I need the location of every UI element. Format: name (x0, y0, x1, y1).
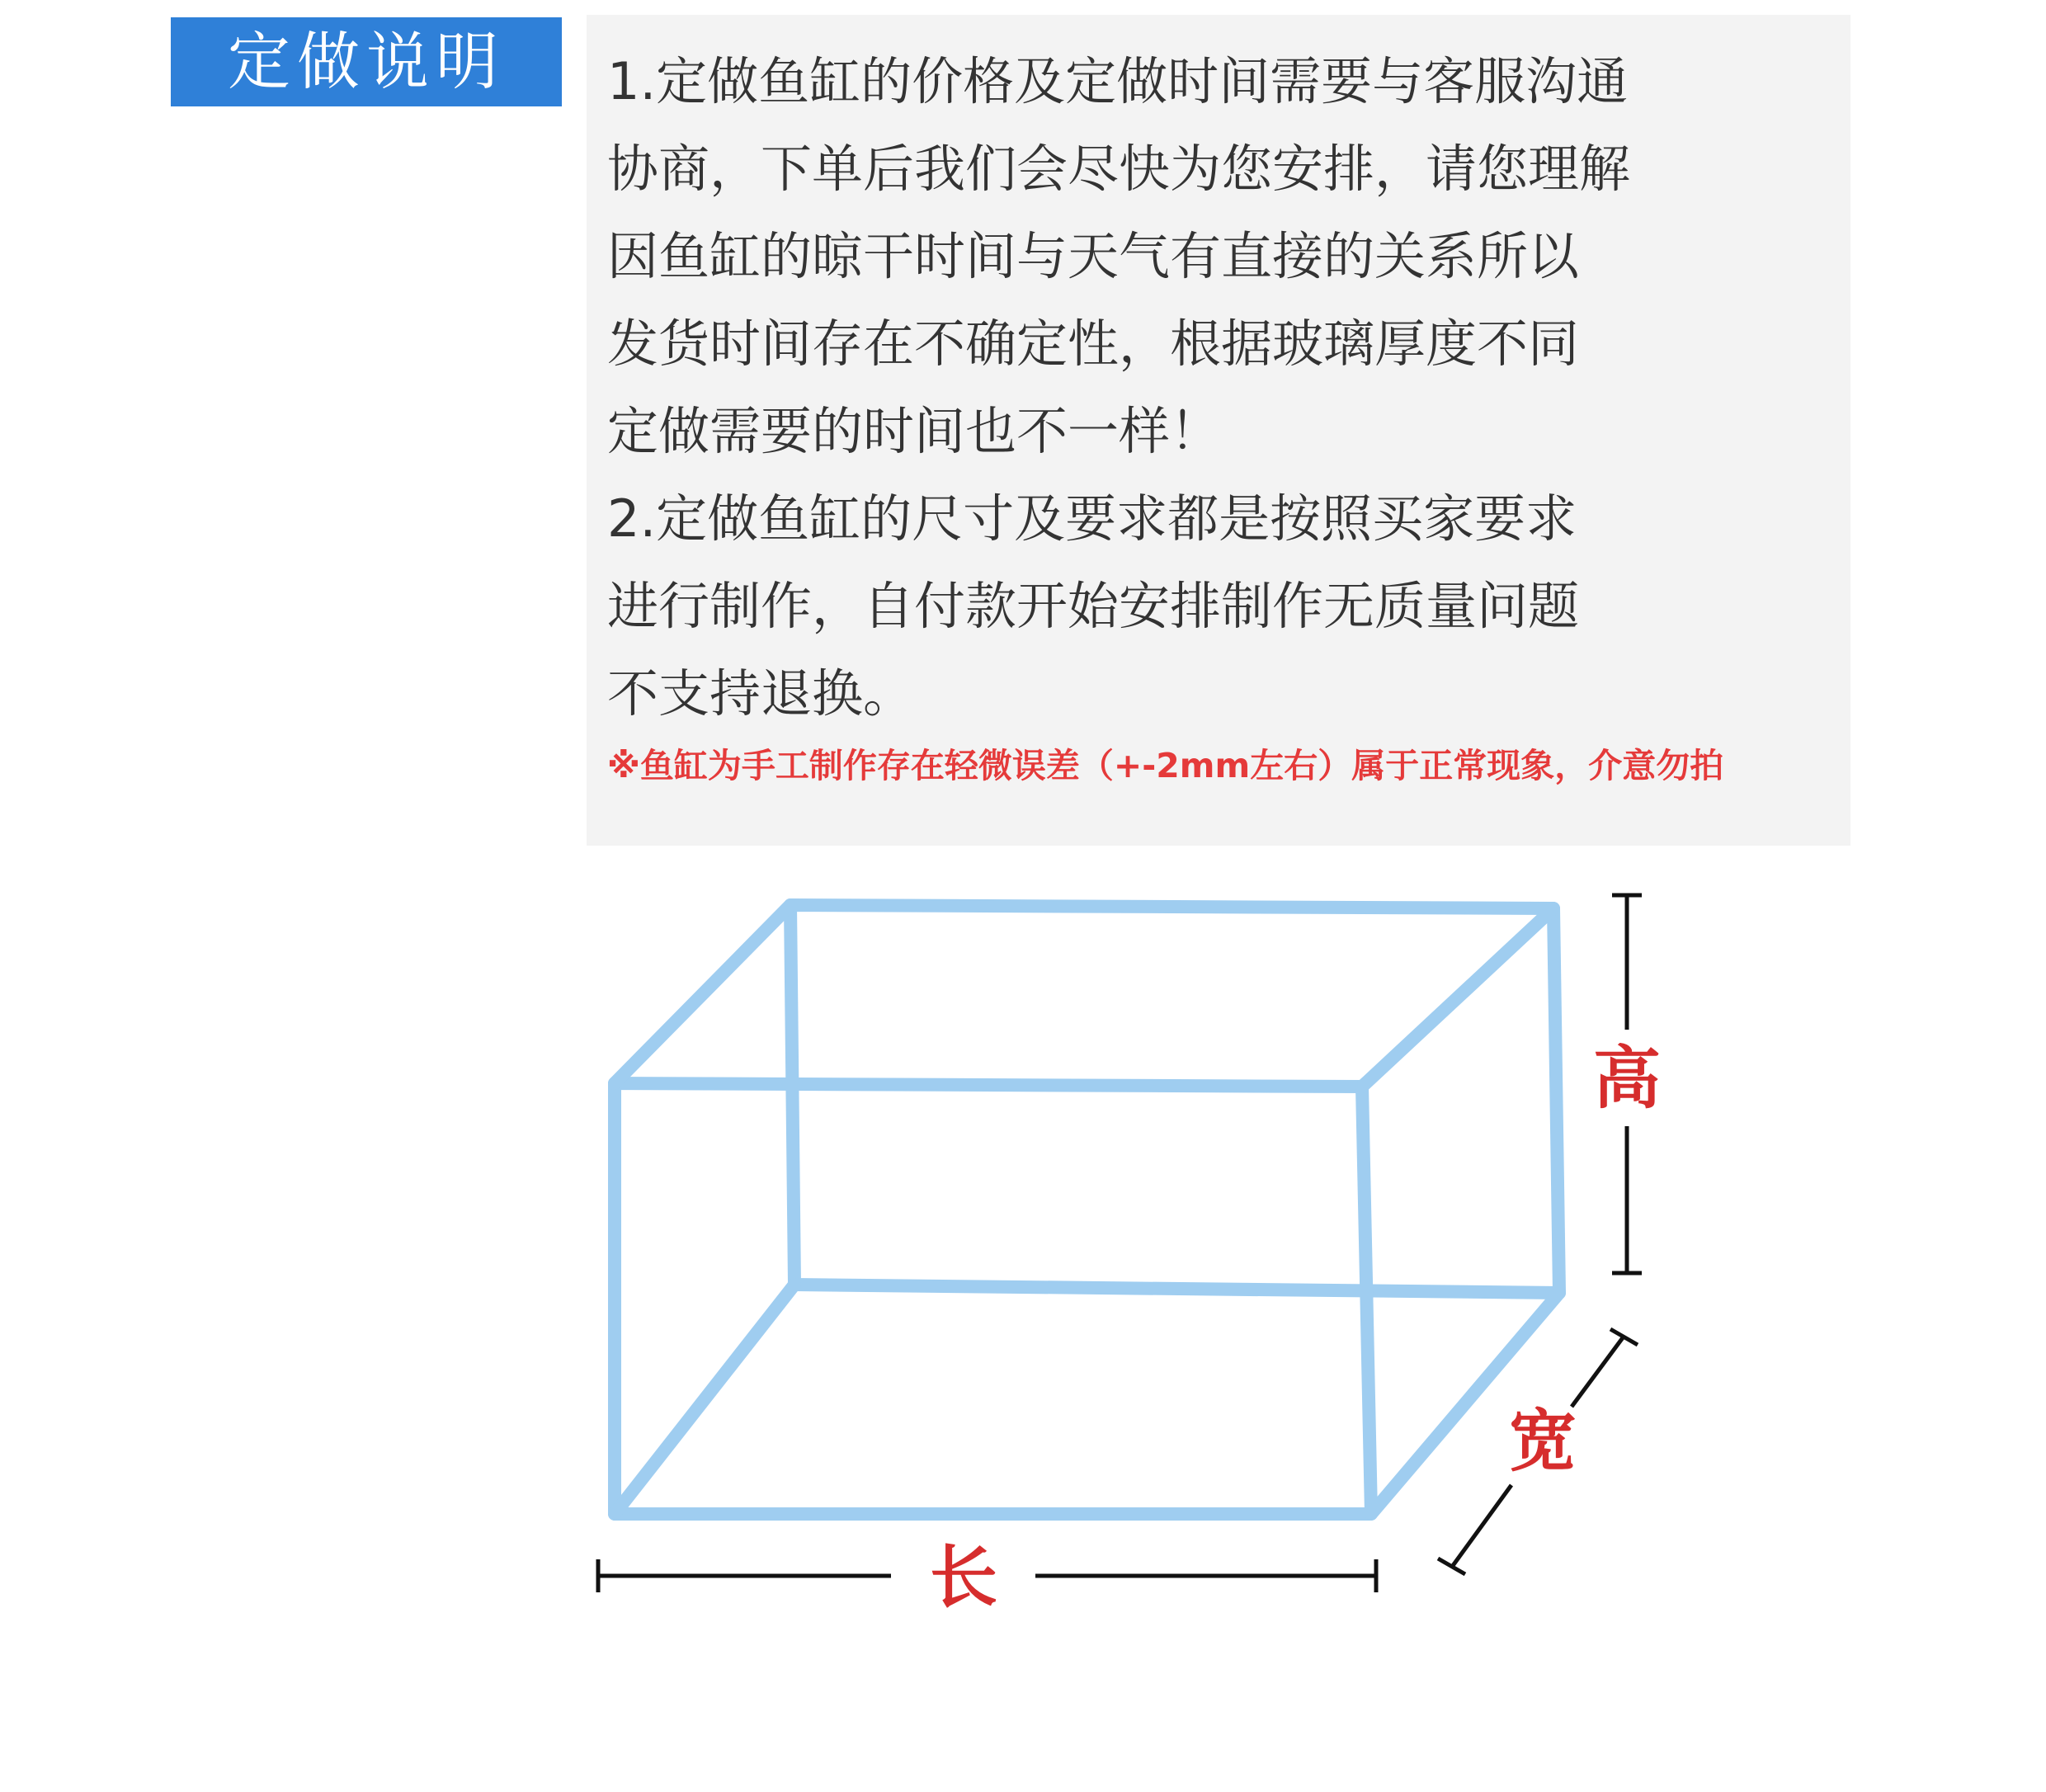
notice-line: 发货时间存在不确定性，根据玻璃厚度不同 (607, 314, 1580, 374)
tank-edge (615, 1285, 794, 1514)
tank-edge (615, 905, 790, 1083)
tank-front-face (615, 1083, 1371, 1514)
width-line-upper (1572, 1337, 1624, 1407)
notice-line: 定做需要的时间也不一样！ (607, 401, 1222, 461)
width-label: 宽 (1508, 1403, 1577, 1481)
dimension-markers (598, 895, 1642, 1592)
tank-back-face (790, 905, 1559, 1293)
tank-edge (1362, 908, 1553, 1087)
length-label: 长 (929, 1539, 998, 1617)
width-line-lower (1452, 1485, 1511, 1567)
height-label: 高 (1592, 1040, 1662, 1118)
notice-line: 进行制作，自付款开始安排制作无质量问题 (607, 576, 1580, 636)
section-title: 定做说明 (171, 17, 562, 106)
notice-line: 不支持退换。 (607, 663, 915, 724)
width-cap-bottom (1438, 1559, 1465, 1574)
notice-line: 1.定做鱼缸的价格及定做时间需要与客服沟通 (607, 51, 1629, 111)
notice-line: 2.定做鱼缸的尺寸及要求都是按照买家要求 (607, 488, 1577, 549)
notice-line: 协商，下单后我们会尽快为您安排，请您理解 (607, 139, 1631, 199)
notice-line: 因鱼缸的晾干时间与天气有直接的关系所以 (607, 226, 1580, 286)
tank-frame (615, 905, 1559, 1514)
tolerance-warning: ※鱼缸为手工制作存在轻微误差（+-2mm左右）属于正常现象，介意勿拍 (607, 746, 1724, 785)
